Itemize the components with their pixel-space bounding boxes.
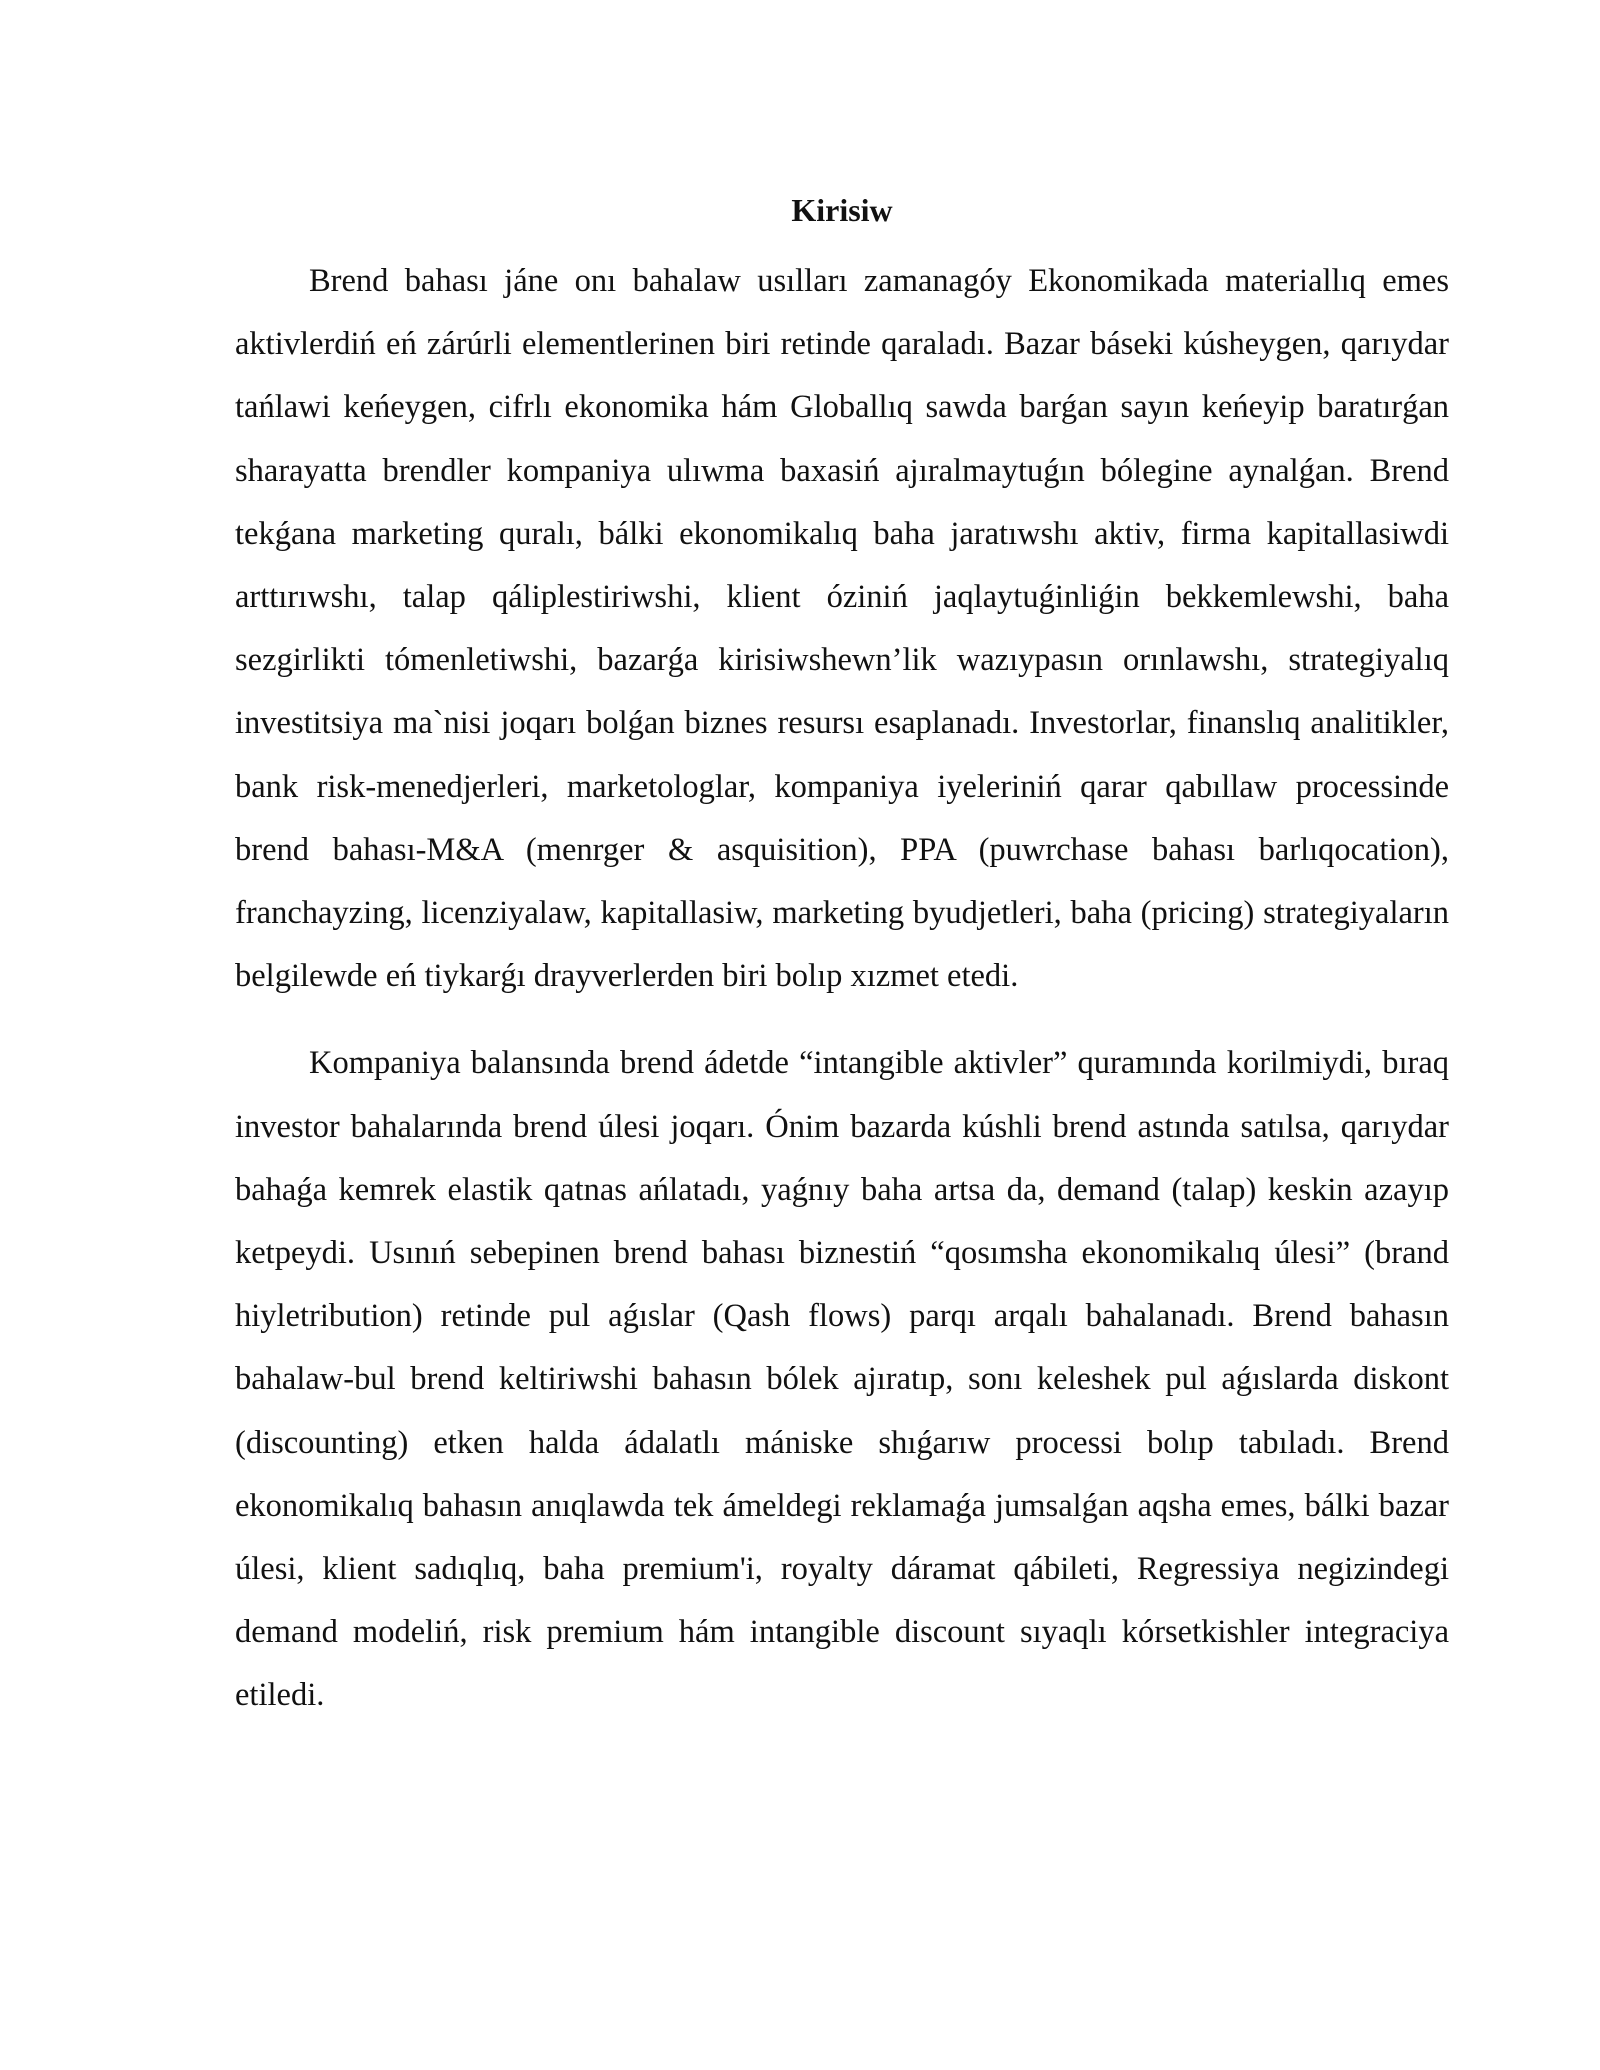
document-title: Kirisiw	[791, 192, 893, 228]
document-body	[235, 188, 1449, 1728]
paragraph-2: Kompaniya balansında brend ádetde “intangible aktivler” quramında korilmiydi, bıraq investor bahalarında brend úlesi joqarı. Ónim bazarda kúshli brend astında satılsa, qarıydar bahaǵa kemrek elastik qatnas ańlatadı, yaǵnıy baha artsa da, demand (talap) keskin azayıp ketpeydi. Usınıń sebepinen brend bahası biznestiń “qosımsha ekonomikalıq úlesi” (brand hiyletribution) retinde pul aǵıslar (Qash flows) parqı arqalı bahalanadı. Brend bahasın bahalaw-bul brend keltiriwshi bahasın bólek ajıratıp, sonı keleshek pul aǵıslarda diskont (discounting) etken halda ádalatlı mániske shıǵarıw processi bolıp tabıladı. Brend ekonomikalıq bahasın anıqlawda tek ámeldegi reklamaǵa jumsalǵan aqsha emes, bálki bazar úlesi, klient sadıqlıq, baha premium'i, royalty dáramat qábileti, Regressiya negizindegi demand modeliń, risk premium hám intangible discount sıyaqlı kórsetkishler integraciya etiledi.	[235, 1045, 1449, 1714]
paragraph-1: Brend bahası jáne onı bahalaw usılları zamanagóy Ekonomikada materiallıq emes aktivlerdiń eń zárúrli elementlerinen biri retinde qaraladı. Bazar báseki kúsheygen, qarıydar tańlawi keńeygen, cifrlı ekonomika hám Globallıq sawda barǵan sayın keńeyip baratırǵan sharayatta brendler kompaniya ulıwma baxasiń ajıralmaytuǵın bólegine aynalǵan. Brend tekǵana marketing quralı, bálki ekonomikalıq baha jaratıwshı aktiv, firma kapitallasiwdi arttırıwshı, talap qáliplestiriwshi, klient óziniń jaqlaytuǵinliǵin bekkemlewshi, baha sezgirlikti tómenletiwshi, bazarǵa kirisiwshewn’lik wazıypasın orınlawshı, strategiyalıq investitsiya ma`nisi joqarı bolǵan biznes resursı esaplanadı. Investorlar, finanslıq analitikler, bank risk-menedjerleri, marketologlar, kompaniya iyeleriniń qarar qabıllaw processinde brend bahası-M&A (menrger & asquisition), PPA (puwrchase bahası barlıqocation), franchayzing, licenziyalaw, kapitallasiw, marketing byudjetleri, baha (pricing) strategiyaların belgilewde eń tiykarǵı drayverlerden biri bolıp xızmet etedi.	[235, 263, 1449, 995]
